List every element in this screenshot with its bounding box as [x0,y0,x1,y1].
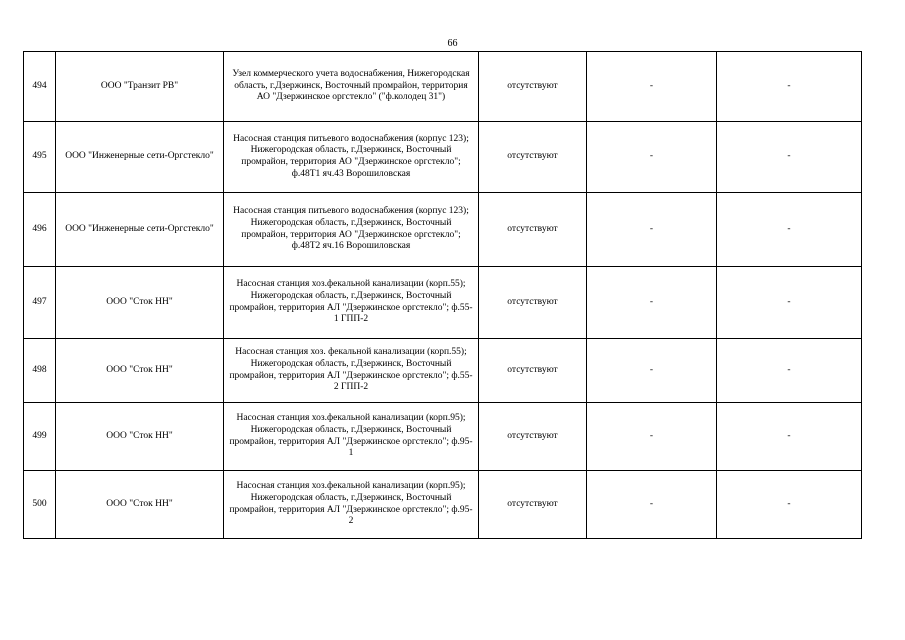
value-cell-5: - [587,267,717,339]
organization-name: ООО "Сток НН" [56,267,224,339]
table-row [24,471,862,539]
organization-name: ООО "Транзит РВ" [56,52,224,122]
page-number: 66 [447,38,458,49]
status-cell: отсутствуют [479,193,587,267]
value-cell-5: - [587,52,717,122]
table-row [24,193,862,267]
table-row [24,339,862,403]
facility-description: Насосная станция хоз.фекальной канализации (корп.55); Нижегородская область, г.Дзержинск, Восточный промрайон, территория АЛ "Дзержинское оргстекло"; ф.55-1 ГПП-2 [224,267,479,339]
value-cell-5: - [587,193,717,267]
organization-name: ООО "Инженерные сети-Оргстекло" [56,193,224,267]
facility-description: Узел коммерческого учета водоснабжения, Нижегородская область, г.Дзержинск, Восточный промрайон, территория АО "Дзержинское оргстекло" ("ф.колодец 31") [224,52,479,122]
facility-description: Насосная станция питьевого водоснабжения (корпус 123); Нижегородская область, г.Дзержинск, Восточный промрайон, территория АО "Дзержинское оргстекло"; ф.48Т1 яч.43 Ворошиловская [224,122,479,193]
value-cell-6: - [717,52,862,122]
value-cell-5: - [587,403,717,471]
facility-description: Насосная станция хоз.фекальной канализации (корп.95); Нижегородская область, г.Дзержинск, Восточный промрайон, территория АЛ "Дзержинское оргстекло"; ф.95-1 [224,403,479,471]
row-number: 495 [24,122,56,193]
status-cell: отсутствуют [479,267,587,339]
organization-name: ООО "Сток НН" [56,403,224,471]
status-cell: отсутствуют [479,403,587,471]
value-cell-6: - [717,267,862,339]
table-row [24,122,862,193]
facilities-table [23,51,862,539]
organization-name: ООО "Сток НН" [56,471,224,539]
table-row [24,267,862,339]
status-cell: отсутствуют [479,52,587,122]
facility-description: Насосная станция хоз.фекальной канализации (корп.95); Нижегородская область, г.Дзержинск, Восточный промрайон, территория АЛ "Дзержинское оргстекло"; ф.95-2 [224,471,479,539]
organization-name: ООО "Инженерные сети-Оргстекло" [56,122,224,193]
status-cell: отсутствуют [479,339,587,403]
row-number: 500 [24,471,56,539]
value-cell-6: - [717,403,862,471]
value-cell-5: - [587,122,717,193]
row-number: 494 [24,52,56,122]
row-number: 497 [24,267,56,339]
facility-description: Насосная станция питьевого водоснабжения (корпус 123); Нижегородская область, г.Дзержинск, Восточный промрайон, территория АО "Дзержинское оргстекло"; ф.48Т2 яч.16 Ворошиловская [224,193,479,267]
value-cell-6: - [717,339,862,403]
status-cell: отсутствуют [479,471,587,539]
organization-name: ООО "Сток НН" [56,339,224,403]
row-number: 499 [24,403,56,471]
table-row [24,52,862,122]
row-number: 498 [24,339,56,403]
table-row [24,403,862,471]
value-cell-5: - [587,339,717,403]
value-cell-6: - [717,471,862,539]
facility-description: Насосная станция хоз. фекальной канализации (корп.55); Нижегородская область, г.Дзержинск, Восточный промрайон, территория АЛ "Дзержинское оргстекло"; ф.55-2 ГПП-2 [224,339,479,403]
row-number: 496 [24,193,56,267]
value-cell-6: - [717,193,862,267]
value-cell-6: - [717,122,862,193]
value-cell-5: - [587,471,717,539]
status-cell: отсутствуют [479,122,587,193]
